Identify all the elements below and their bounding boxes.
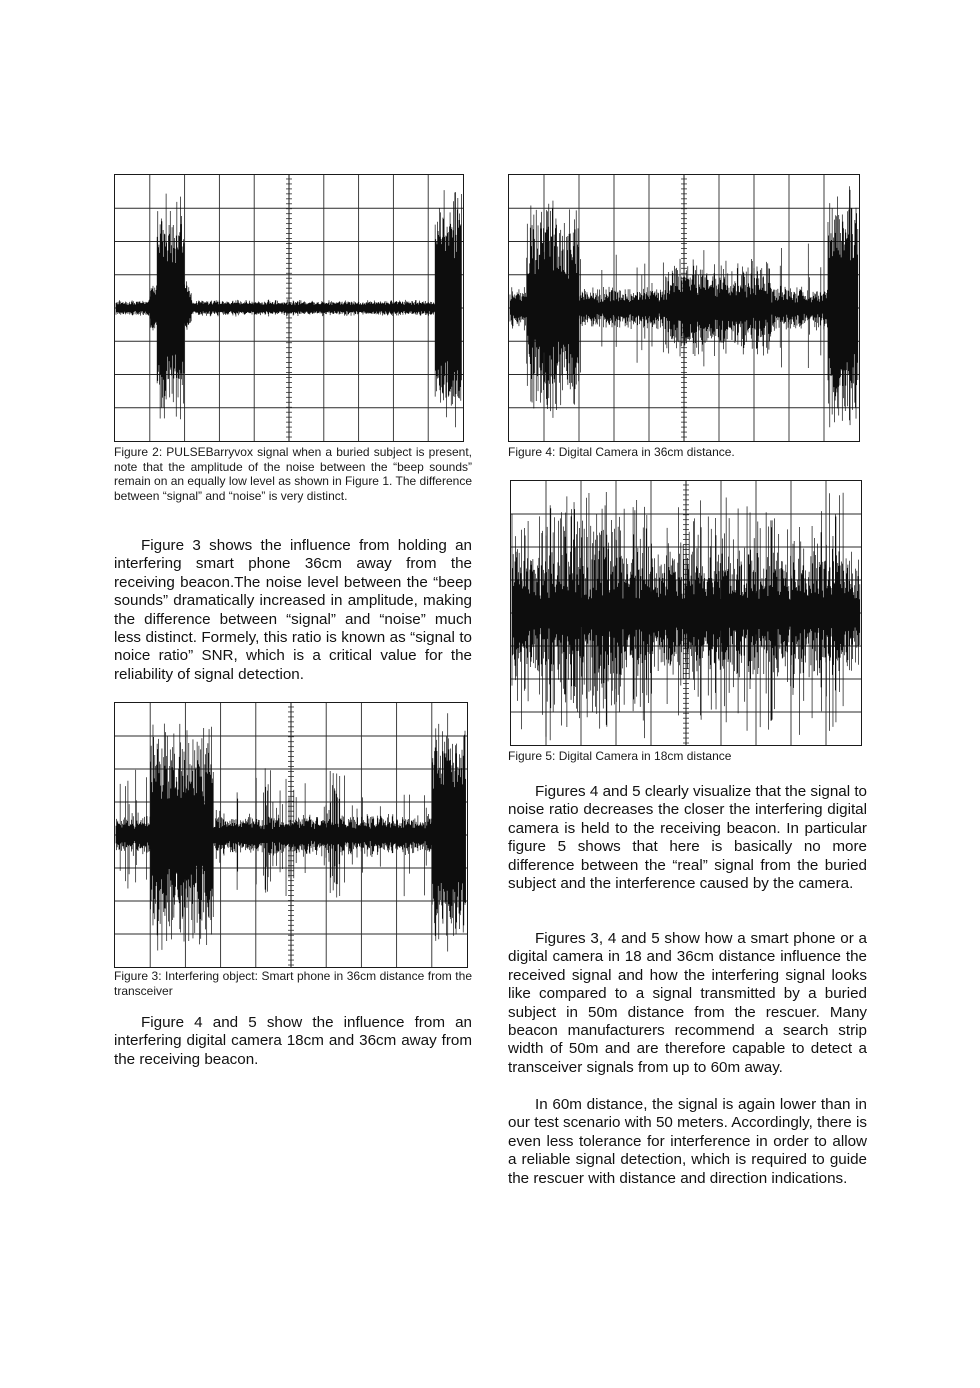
figure-3-caption: Figure 3: Interfering object: Smart phone in 36cm distance from the transceiver bbox=[114, 969, 472, 998]
figure-4-plot bbox=[509, 175, 859, 441]
figure-2-oscilloscope bbox=[114, 174, 464, 442]
left-paragraph-2: Figure 4 and 5 show the influence from an interfering digital camera 18cm and 36cm away from the receiving beacon. bbox=[114, 1014, 472, 1068]
figure-5-plot bbox=[511, 481, 861, 745]
figure-4-oscilloscope bbox=[508, 174, 860, 442]
right-paragraph-3: In 60m distance, the signal is again lower than in our test scenario with 50 meters. Accordingly, there is even less tolerance for interference in order to allow a reliable signal detection, which is required to guide the rescuer with distance and direction indications. bbox=[508, 1096, 867, 1187]
figure-5-oscilloscope bbox=[510, 480, 862, 746]
right-paragraph-1: Figures 4 and 5 clearly visualize that the signal to noise ratio decreases the closer the interfering digital camera is held to the receiving beacon. In particular figure 5 shows that here is basically no more difference between the “real” signal from the buried subject and the interference caused by the camera. bbox=[508, 783, 867, 893]
right-paragraph-2: Figures 3, 4 and 5 show how a smart phone or a digital camera in 18 and 36cm distance influence the received signal and how the interfering signal looks like compared to a signal transmitted by a buried subject in 50m distance from the rescuer. Many beacon manufacturers recommend a search strip width of 50m and are therefore capable to detect a transceiver signals from up to 60m away. bbox=[508, 930, 867, 1076]
figure-3-oscilloscope bbox=[114, 702, 468, 968]
figure-3-plot bbox=[115, 703, 467, 967]
figure-2-plot bbox=[115, 175, 463, 441]
left-paragraph-1: Figure 3 shows the influence from holding an interfering smart phone 36cm away from the receiving beacon.The noise level between the “beep sounds” dramatically increased in amplitude, making the difference between “signal” and “noise” much less distinct. Formely, this ratio is known as “signal to noice ratio” SNR, which is a critical value for the reliability of signal detection. bbox=[114, 537, 472, 683]
figure-5-caption: Figure 5: Digital Camera in 18cm distance bbox=[508, 749, 732, 763]
figure-4-caption: Figure 4: Digital Camera in 36cm distance. bbox=[508, 445, 735, 459]
figure-2-caption: Figure 2: PULSEBarryvox signal when a buried subject is present, note that the amplitude of the noise between the “beep sounds” remain on an equally low level as shown in Figure 1. The difference between “signal” and “noise” is very distinct. bbox=[114, 445, 472, 504]
